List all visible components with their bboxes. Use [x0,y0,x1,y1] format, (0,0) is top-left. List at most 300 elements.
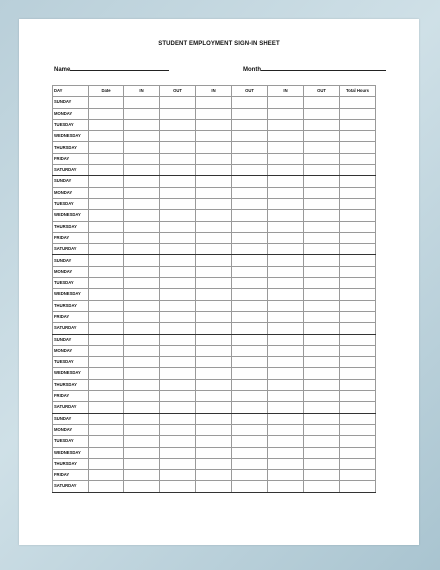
entry-cell[interactable] [89,153,124,164]
entry-cell[interactable] [304,255,340,266]
entry-cell[interactable] [340,232,376,243]
table-row [53,379,376,390]
entry-cell[interactable] [340,368,376,379]
entry-cell[interactable] [196,221,232,232]
entry-cell[interactable] [304,108,340,119]
entry-cell[interactable] [304,119,340,130]
entry-cell[interactable] [268,300,304,311]
entry-cell[interactable] [160,402,196,413]
day-label: THURSDAY [53,300,89,311]
entry-cell[interactable] [160,345,196,356]
entry-cell[interactable] [160,357,196,368]
entry-cell[interactable] [160,244,196,255]
entry-cell[interactable] [304,244,340,255]
entry-cell[interactable] [304,142,340,153]
entry-cell[interactable] [89,458,124,469]
entry-cell[interactable] [160,119,196,130]
entry-cell[interactable] [89,266,124,277]
entry-cell[interactable] [89,108,124,119]
entry-cell[interactable] [160,470,196,481]
entry-cell[interactable] [232,266,268,277]
entry-cell[interactable] [340,187,376,198]
entry-cell[interactable] [160,165,196,176]
entry-cell[interactable] [124,255,160,266]
entry-cell[interactable] [160,142,196,153]
entry-cell[interactable] [160,221,196,232]
entry-cell[interactable] [340,334,376,345]
entry-cell[interactable] [89,289,124,300]
entry-cell[interactable] [124,402,160,413]
entry-cell[interactable] [196,210,232,221]
table-row [53,289,376,300]
day-label: SATURDAY [53,481,89,492]
entry-cell[interactable] [89,402,124,413]
entry-cell[interactable] [340,255,376,266]
entry-cell[interactable] [268,357,304,368]
entry-cell[interactable] [124,142,160,153]
entry-cell[interactable] [232,413,268,424]
entry-cell[interactable] [160,391,196,402]
entry-cell[interactable] [304,131,340,142]
entry-cell[interactable] [340,458,376,469]
entry-cell[interactable] [340,142,376,153]
entry-cell[interactable] [340,379,376,390]
entry-cell[interactable] [124,379,160,390]
entry-cell[interactable] [196,198,232,209]
table-row [53,278,376,289]
entry-cell[interactable] [304,210,340,221]
month-line[interactable] [261,64,386,71]
entry-cell[interactable] [124,244,160,255]
entry-cell[interactable] [232,436,268,447]
entry-cell[interactable] [124,131,160,142]
entry-cell[interactable] [304,458,340,469]
entry-cell[interactable] [124,289,160,300]
entry-cell[interactable] [124,311,160,322]
day-label: SATURDAY [53,165,89,176]
entry-cell[interactable] [232,470,268,481]
entry-cell[interactable] [89,300,124,311]
entry-cell[interactable] [196,345,232,356]
entry-cell[interactable] [160,266,196,277]
entry-cell[interactable] [304,481,340,492]
entry-cell[interactable] [304,424,340,435]
entry-cell[interactable] [340,345,376,356]
entry-cell[interactable] [268,334,304,345]
entry-cell[interactable] [160,436,196,447]
entry-cell[interactable] [89,424,124,435]
entry-cell[interactable] [268,221,304,232]
entry-cell[interactable] [89,311,124,322]
entry-cell[interactable] [196,119,232,130]
entry-cell[interactable] [160,289,196,300]
entry-cell[interactable] [340,278,376,289]
entry-cell[interactable] [124,198,160,209]
entry-cell[interactable] [268,368,304,379]
entry-cell[interactable] [268,311,304,322]
entry-cell[interactable] [89,481,124,492]
entry-cell[interactable] [304,300,340,311]
entry-cell[interactable] [304,345,340,356]
entry-cell[interactable] [124,345,160,356]
entry-cell[interactable] [232,232,268,243]
entry-cell[interactable] [89,334,124,345]
entry-cell[interactable] [340,436,376,447]
entry-cell[interactable] [232,153,268,164]
entry-cell[interactable] [89,142,124,153]
entry-cell[interactable] [232,447,268,458]
entry-cell[interactable] [268,108,304,119]
entry-cell[interactable] [304,334,340,345]
entry-cell[interactable] [89,357,124,368]
entry-cell[interactable] [160,108,196,119]
entry-cell[interactable] [268,131,304,142]
entry-cell[interactable] [340,244,376,255]
entry-cell[interactable] [196,379,232,390]
entry-cell[interactable] [232,119,268,130]
entry-cell[interactable] [196,266,232,277]
entry-cell[interactable] [89,221,124,232]
entry-cell[interactable] [304,379,340,390]
entry-cell[interactable] [340,165,376,176]
entry-cell[interactable] [304,97,340,108]
entry-cell[interactable] [196,255,232,266]
day-label: THURSDAY [53,458,89,469]
entry-cell[interactable] [89,244,124,255]
entry-cell[interactable] [268,345,304,356]
entry-cell[interactable] [196,131,232,142]
entry-cell[interactable] [268,119,304,130]
entry-cell[interactable] [160,255,196,266]
entry-cell[interactable] [232,368,268,379]
entry-cell[interactable] [89,165,124,176]
entry-cell[interactable] [340,470,376,481]
entry-cell[interactable] [160,97,196,108]
entry-cell[interactable] [232,323,268,334]
entry-cell[interactable] [196,176,232,187]
entry-cell[interactable] [89,379,124,390]
entry-cell[interactable] [89,119,124,130]
entry-cell[interactable] [89,345,124,356]
entry-cell[interactable] [160,447,196,458]
entry-cell[interactable] [196,311,232,322]
entry-cell[interactable] [232,255,268,266]
entry-cell[interactable] [232,210,268,221]
entry-cell[interactable] [160,153,196,164]
entry-cell[interactable] [89,131,124,142]
entry-cell[interactable] [232,198,268,209]
entry-cell[interactable] [232,278,268,289]
entry-cell[interactable] [340,311,376,322]
name-field[interactable] [54,64,169,73]
entry-cell[interactable] [232,176,268,187]
entry-cell[interactable] [268,402,304,413]
entry-cell[interactable] [160,334,196,345]
entry-cell[interactable] [160,311,196,322]
entry-cell[interactable] [232,379,268,390]
entry-cell[interactable] [304,187,340,198]
entry-cell[interactable] [268,470,304,481]
entry-cell[interactable] [124,323,160,334]
entry-cell[interactable] [304,266,340,277]
entry-cell[interactable] [160,131,196,142]
entry-cell[interactable] [268,481,304,492]
entry-cell[interactable] [340,221,376,232]
entry-cell[interactable] [304,153,340,164]
day-label: WEDNESDAY [53,447,89,458]
entry-cell[interactable] [196,402,232,413]
entry-cell[interactable] [340,131,376,142]
entry-cell[interactable] [268,266,304,277]
entry-cell[interactable] [304,198,340,209]
entry-cell[interactable] [232,391,268,402]
entry-cell[interactable] [160,210,196,221]
entry-cell[interactable] [124,176,160,187]
entry-cell[interactable] [232,311,268,322]
table-row [53,266,376,277]
entry-cell[interactable] [268,97,304,108]
entry-cell[interactable] [268,458,304,469]
entry-cell[interactable] [196,391,232,402]
entry-cell[interactable] [160,278,196,289]
entry-cell[interactable] [124,221,160,232]
entry-cell[interactable] [304,323,340,334]
entry-cell[interactable] [340,108,376,119]
entry-cell[interactable] [340,300,376,311]
entry-cell[interactable] [89,278,124,289]
entry-cell[interactable] [268,289,304,300]
month-label: Month [243,67,261,73]
entry-cell[interactable] [268,142,304,153]
entry-cell[interactable] [124,436,160,447]
entry-cell[interactable] [196,142,232,153]
entry-cell[interactable] [160,176,196,187]
entry-cell[interactable] [196,368,232,379]
entry-cell[interactable] [124,210,160,221]
entry-cell[interactable] [304,413,340,424]
entry-cell[interactable] [340,391,376,402]
entry-cell[interactable] [268,424,304,435]
entry-cell[interactable] [124,368,160,379]
entry-cell[interactable] [340,357,376,368]
entry-cell[interactable] [89,232,124,243]
entry-cell[interactable] [304,289,340,300]
entry-cell[interactable] [124,119,160,130]
entry-cell[interactable] [268,379,304,390]
entry-cell[interactable] [124,153,160,164]
entry-cell[interactable] [89,447,124,458]
entry-cell[interactable] [196,278,232,289]
entry-cell[interactable] [89,176,124,187]
entry-cell[interactable] [268,153,304,164]
entry-cell[interactable] [196,334,232,345]
entry-cell[interactable] [268,210,304,221]
entry-cell[interactable] [232,289,268,300]
entry-cell[interactable] [196,424,232,435]
entry-cell[interactable] [340,323,376,334]
entry-cell[interactable] [268,413,304,424]
day-label: MONDAY [53,345,89,356]
entry-cell[interactable] [304,470,340,481]
entry-cell[interactable] [196,357,232,368]
entry-cell[interactable] [124,424,160,435]
entry-cell[interactable] [268,187,304,198]
entry-cell[interactable] [124,413,160,424]
entry-cell[interactable] [304,436,340,447]
entry-cell[interactable] [304,221,340,232]
entry-cell[interactable] [232,221,268,232]
entry-cell[interactable] [89,255,124,266]
entry-cell[interactable] [304,165,340,176]
entry-cell[interactable] [232,187,268,198]
entry-cell[interactable] [160,323,196,334]
entry-cell[interactable] [268,391,304,402]
entry-cell[interactable] [340,97,376,108]
entry-cell[interactable] [196,481,232,492]
entry-cell[interactable] [268,278,304,289]
entry-cell[interactable] [124,108,160,119]
entry-cell[interactable] [340,119,376,130]
entry-cell[interactable] [124,470,160,481]
entry-cell[interactable] [124,266,160,277]
entry-cell[interactable] [340,413,376,424]
entry-cell[interactable] [268,255,304,266]
entry-cell[interactable] [268,244,304,255]
entry-cell[interactable] [196,187,232,198]
entry-cell[interactable] [340,153,376,164]
entry-cell[interactable] [160,300,196,311]
entry-cell[interactable] [124,187,160,198]
entry-cell[interactable] [268,165,304,176]
entry-cell[interactable] [304,447,340,458]
entry-cell[interactable] [196,447,232,458]
entry-cell[interactable] [340,289,376,300]
entry-cell[interactable] [196,413,232,424]
entry-cell[interactable] [160,458,196,469]
entry-cell[interactable] [196,323,232,334]
entry-cell[interactable] [160,413,196,424]
entry-cell[interactable] [304,232,340,243]
entry-cell[interactable] [160,368,196,379]
entry-cell[interactable] [268,232,304,243]
entry-cell[interactable] [124,481,160,492]
entry-cell[interactable] [304,278,340,289]
entry-cell[interactable] [124,447,160,458]
entry-cell[interactable] [304,357,340,368]
entry-cell[interactable] [232,142,268,153]
entry-cell[interactable] [89,391,124,402]
entry-cell[interactable] [232,345,268,356]
entry-cell[interactable] [160,481,196,492]
entry-cell[interactable] [89,97,124,108]
entry-cell[interactable] [340,424,376,435]
month-field[interactable] [243,64,386,73]
entry-cell[interactable] [124,165,160,176]
day-label: FRIDAY [53,311,89,322]
entry-cell[interactable] [232,300,268,311]
entry-cell[interactable] [124,357,160,368]
entry-cell[interactable] [268,323,304,334]
entry-cell[interactable] [160,379,196,390]
entry-cell[interactable] [268,198,304,209]
entry-cell[interactable] [196,244,232,255]
entry-cell[interactable] [124,391,160,402]
entry-cell[interactable] [160,424,196,435]
entry-cell[interactable] [232,458,268,469]
entry-cell[interactable] [232,131,268,142]
entry-cell[interactable] [232,334,268,345]
entry-cell[interactable] [232,424,268,435]
entry-cell[interactable] [268,176,304,187]
entry-cell[interactable] [196,108,232,119]
entry-cell[interactable] [89,323,124,334]
entry-cell[interactable] [89,470,124,481]
entry-cell[interactable] [160,198,196,209]
entry-cell[interactable] [196,300,232,311]
entry-cell[interactable] [232,108,268,119]
entry-cell[interactable] [340,266,376,277]
day-label: FRIDAY [53,470,89,481]
entry-cell[interactable] [124,232,160,243]
entry-cell[interactable] [304,368,340,379]
entry-cell[interactable] [232,481,268,492]
entry-cell[interactable] [232,97,268,108]
entry-cell[interactable] [89,413,124,424]
name-label: Name [54,67,71,73]
entry-cell[interactable] [124,278,160,289]
entry-cell[interactable] [196,436,232,447]
entry-cell[interactable] [340,402,376,413]
name-line[interactable] [70,64,169,71]
entry-cell[interactable] [160,187,196,198]
entry-cell[interactable] [89,368,124,379]
entry-cell[interactable] [340,176,376,187]
entry-cell[interactable] [124,97,160,108]
entry-cell[interactable] [340,447,376,458]
entry-cell[interactable] [160,232,196,243]
entry-cell[interactable] [304,402,340,413]
entry-cell[interactable] [89,210,124,221]
day-label: SUNDAY [53,334,89,345]
entry-cell[interactable] [340,481,376,492]
entry-cell[interactable] [268,447,304,458]
entry-cell[interactable] [196,470,232,481]
day-label: FRIDAY [53,391,89,402]
entry-cell[interactable] [232,357,268,368]
entry-cell[interactable] [196,97,232,108]
entry-cell[interactable] [268,436,304,447]
entry-cell[interactable] [340,210,376,221]
entry-cell[interactable] [232,402,268,413]
entry-cell[interactable] [196,232,232,243]
entry-cell[interactable] [196,458,232,469]
entry-cell[interactable] [124,458,160,469]
entry-cell[interactable] [124,334,160,345]
entry-cell[interactable] [124,300,160,311]
entry-cell[interactable] [304,311,340,322]
entry-cell[interactable] [304,176,340,187]
entry-cell[interactable] [196,289,232,300]
entry-cell[interactable] [232,244,268,255]
entry-cell[interactable] [89,187,124,198]
entry-cell[interactable] [196,165,232,176]
entry-cell[interactable] [340,198,376,209]
entry-cell[interactable] [89,436,124,447]
entry-cell[interactable] [89,198,124,209]
entry-cell[interactable] [196,153,232,164]
entry-cell[interactable] [304,391,340,402]
entry-cell[interactable] [232,165,268,176]
